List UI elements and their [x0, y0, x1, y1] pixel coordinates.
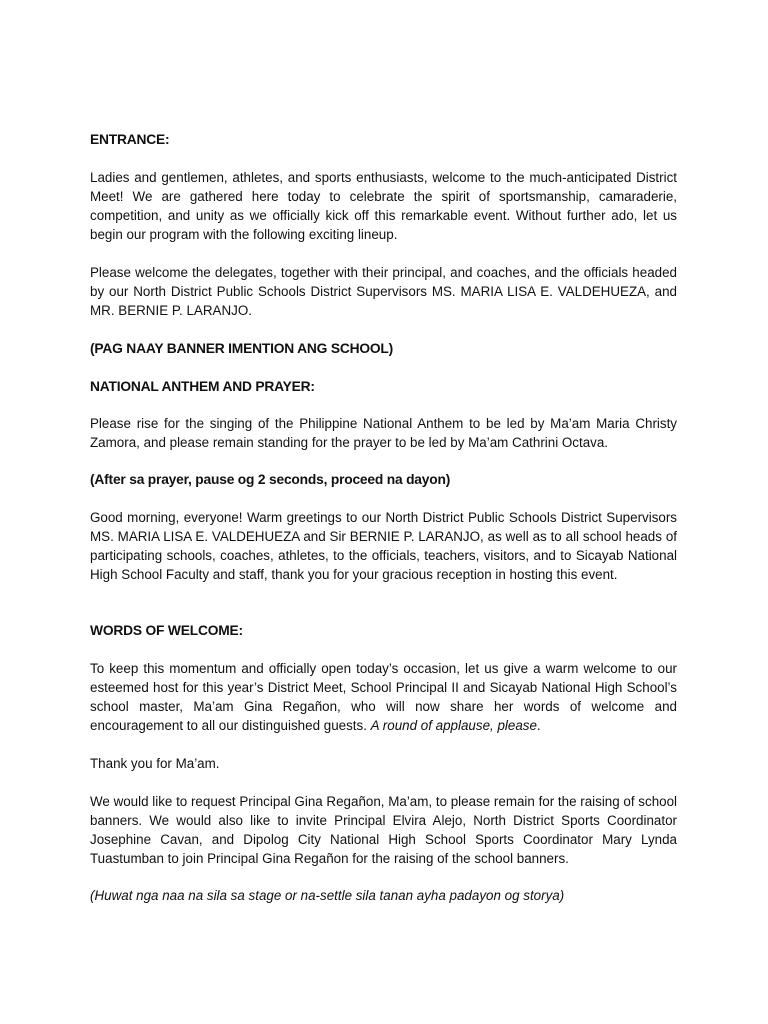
stage-note: (Huwat nga naa na sila sa stage or na-settle sila tanan ayha padayon og storya): [90, 888, 565, 903]
welcome-heading: WORDS OF WELCOME:: [90, 623, 243, 638]
welcome-paragraph: [90, 660, 677, 736]
welcome-body-text: To keep this momentum and officially open today’s occasion, let us give a warm welcome to our esteemed host for this year’s District Meet, School Principal II and Sicayab National High School’s school master, Ma’am Gina Regañon, who will now share her words of welcome and encouragement to all our distinguished guests.: [90, 661, 677, 733]
banner-note: (PAG NAAY BANNER IMENTION ANG SCHOOL): [90, 341, 394, 356]
prayer-note: (After sa prayer, pause og 2 seconds, proceed na dayon): [90, 472, 451, 487]
anthem-heading: NATIONAL ANTHEM AND PRAYER:: [90, 379, 315, 394]
anthem-paragraph: Please rise for the singing of the Philippine National Anthem to be led by Ma’am Maria Christy Zamora, and please remain standing for the prayer to be led by Ma’am Cathrini Octava.: [90, 416, 677, 450]
thanks-line: Thank you for Ma’am.: [90, 756, 220, 771]
applause-end: .: [536, 717, 541, 733]
applause-text: A round of applause, please: [370, 717, 537, 733]
greeting-paragraph: Good morning, everyone! Warm greetings to our North District Public Schools District Supervisors MS. MARIA LISA E. VALDEHUEZA and Sir BERNIE P. LARANJO, as well as to all school heads of participating schools, coaches, athletes, to the officials, teachers, visitors, and to Sicayab National High School Faculty and staff, thank you for your gracious reception in hosting this event.: [90, 510, 677, 582]
delegates-paragraph: Please welcome the delegates, together with their principal, and coaches, and the officials headed by our North District Public Schools District Supervisors MS. MARIA LISA E. VALDEHUEZA, and MR. BERNIE P. LARANJO.: [90, 265, 677, 318]
entrance-intro-paragraph: Ladies and gentlemen, athletes, and sports enthusiasts, welcome to the much-anticipated District Meet! We are gathered here today to celebrate the spirit of sportsmanship, camaraderie, competition, and unity as we officially kick off this remarkable event. Without further ado, let us begin our program with the following exciting lineup.: [90, 170, 677, 242]
entrance-heading: ENTRANCE:: [90, 132, 170, 147]
banners-paragraph: We would like to request Principal Gina Regañon, Ma’am, to please remain for the raising of school banners. We would also like to invite Principal Elvira Alejo, North District Sports Coordinator Josephine Cavan, and Dipolog City National High School Sports Coordinator Mary Lynda Tuastumban to join Principal Gina Regañon for the raising of the school banners.: [90, 794, 678, 866]
